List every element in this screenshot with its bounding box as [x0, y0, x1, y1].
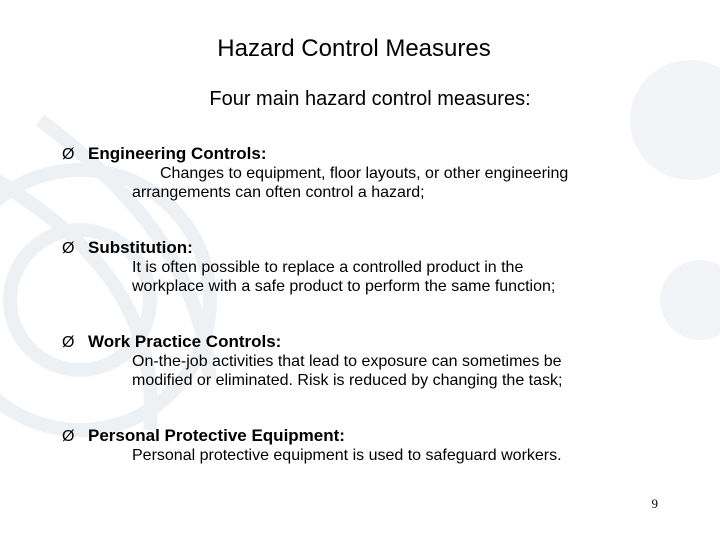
bullet-body-line: workplace with a safe product to perform the same function; [132, 278, 556, 295]
bullet-heading: Substitution: [88, 238, 193, 257]
bullet-substitution [62, 238, 702, 296]
bullet-list [62, 144, 702, 465]
bullet-body-line: modified or eliminated. Risk is reduced by changing the task; [132, 372, 563, 389]
bullet-heading: Work Practice Controls: [88, 332, 282, 351]
bullet-body-line: It is often possible to replace a controlled product in the [132, 259, 524, 276]
bullet-body [88, 258, 702, 296]
bullet-heading: Personal Protective Equipment: [88, 426, 345, 445]
bullet-body-line: Personal protective equipment is used to safeguard workers. [132, 447, 562, 464]
bullet-body-line: On-the-job activities that lead to exposure can sometimes be [132, 353, 562, 370]
bullet-body [88, 352, 702, 390]
page-number: 9 [651, 496, 658, 511]
bullet-body [88, 446, 702, 465]
bullet-engineering-controls [62, 144, 702, 202]
bullet-body-line: arrangements can often control a hazard; [132, 184, 425, 201]
arrow-bullet-icon: Ø [62, 146, 75, 163]
bullet-body [88, 164, 702, 202]
arrow-bullet-icon: Ø [62, 240, 75, 257]
slide-title: Hazard Control Measures [217, 35, 491, 62]
arrow-bullet-icon: Ø [62, 428, 75, 445]
bullet-work-practice-controls [62, 332, 702, 390]
bullet-personal-protective-equipment [62, 426, 702, 465]
slide-subtitle: Four main hazard control measures: [209, 88, 531, 110]
bullet-heading: Engineering Controls: [88, 144, 267, 163]
bullet-body-line: Changes to equipment, floor layouts, or other engineering [160, 165, 569, 182]
arrow-bullet-icon: Ø [62, 334, 75, 351]
